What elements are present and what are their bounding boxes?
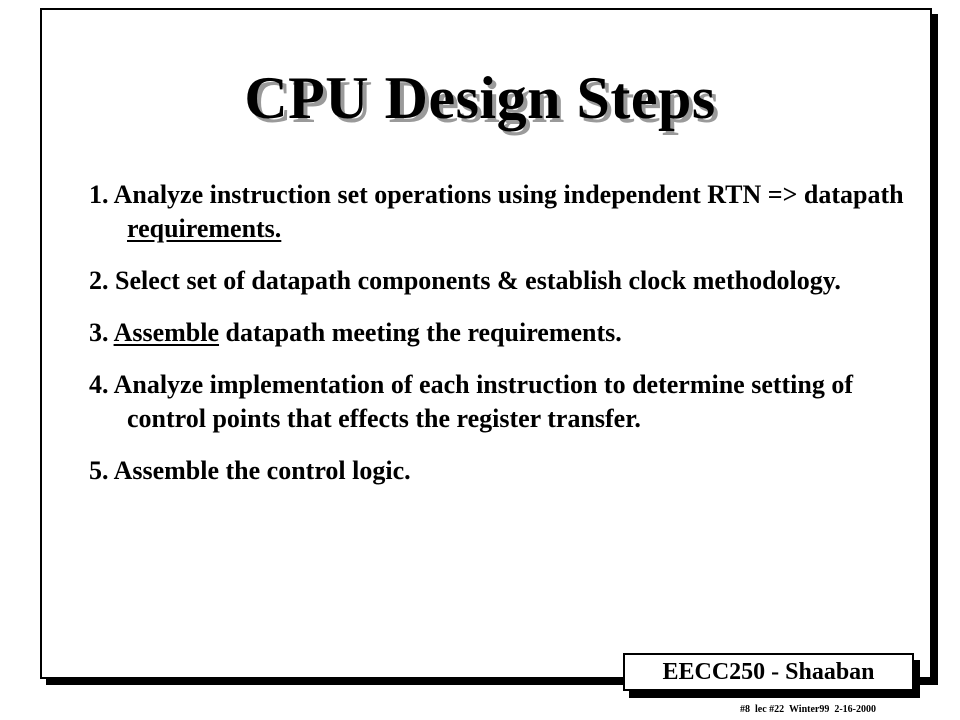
step-number: 4. (89, 370, 109, 399)
step-text: Assemble the control logic. (113, 456, 411, 485)
step-text: Analyze instruction set operations using independent RTN => datapath (113, 180, 904, 209)
step-item-4 (89, 368, 919, 436)
step-text: datapath meeting the requirements. (219, 318, 622, 347)
step-number: 5. (89, 456, 109, 485)
step-text: Select set of datapath components & establish clock methodology. (115, 266, 841, 295)
slide-title: CPU Design Steps (244, 65, 716, 131)
step-number: 1. (89, 180, 109, 209)
step-item-1 (89, 178, 919, 246)
design-steps-list (89, 178, 919, 488)
step-text: Analyze implementation of each instruction to determine setting of control points that effects the register transfer. (113, 370, 854, 433)
footer-badge: EECC250 - Shaaban (623, 653, 914, 691)
step-number: 2. (89, 266, 109, 295)
step-item-2 (89, 264, 919, 298)
step-text-underlined: requirements. (127, 214, 282, 243)
footer-slide-meta: #8 lec #22 Winter99 2-16-2000 (740, 704, 877, 715)
step-item-3 (89, 316, 919, 350)
step-item-5 (89, 454, 919, 488)
step-text-underlined: Assemble (113, 318, 220, 347)
step-number: 3. (89, 318, 109, 347)
